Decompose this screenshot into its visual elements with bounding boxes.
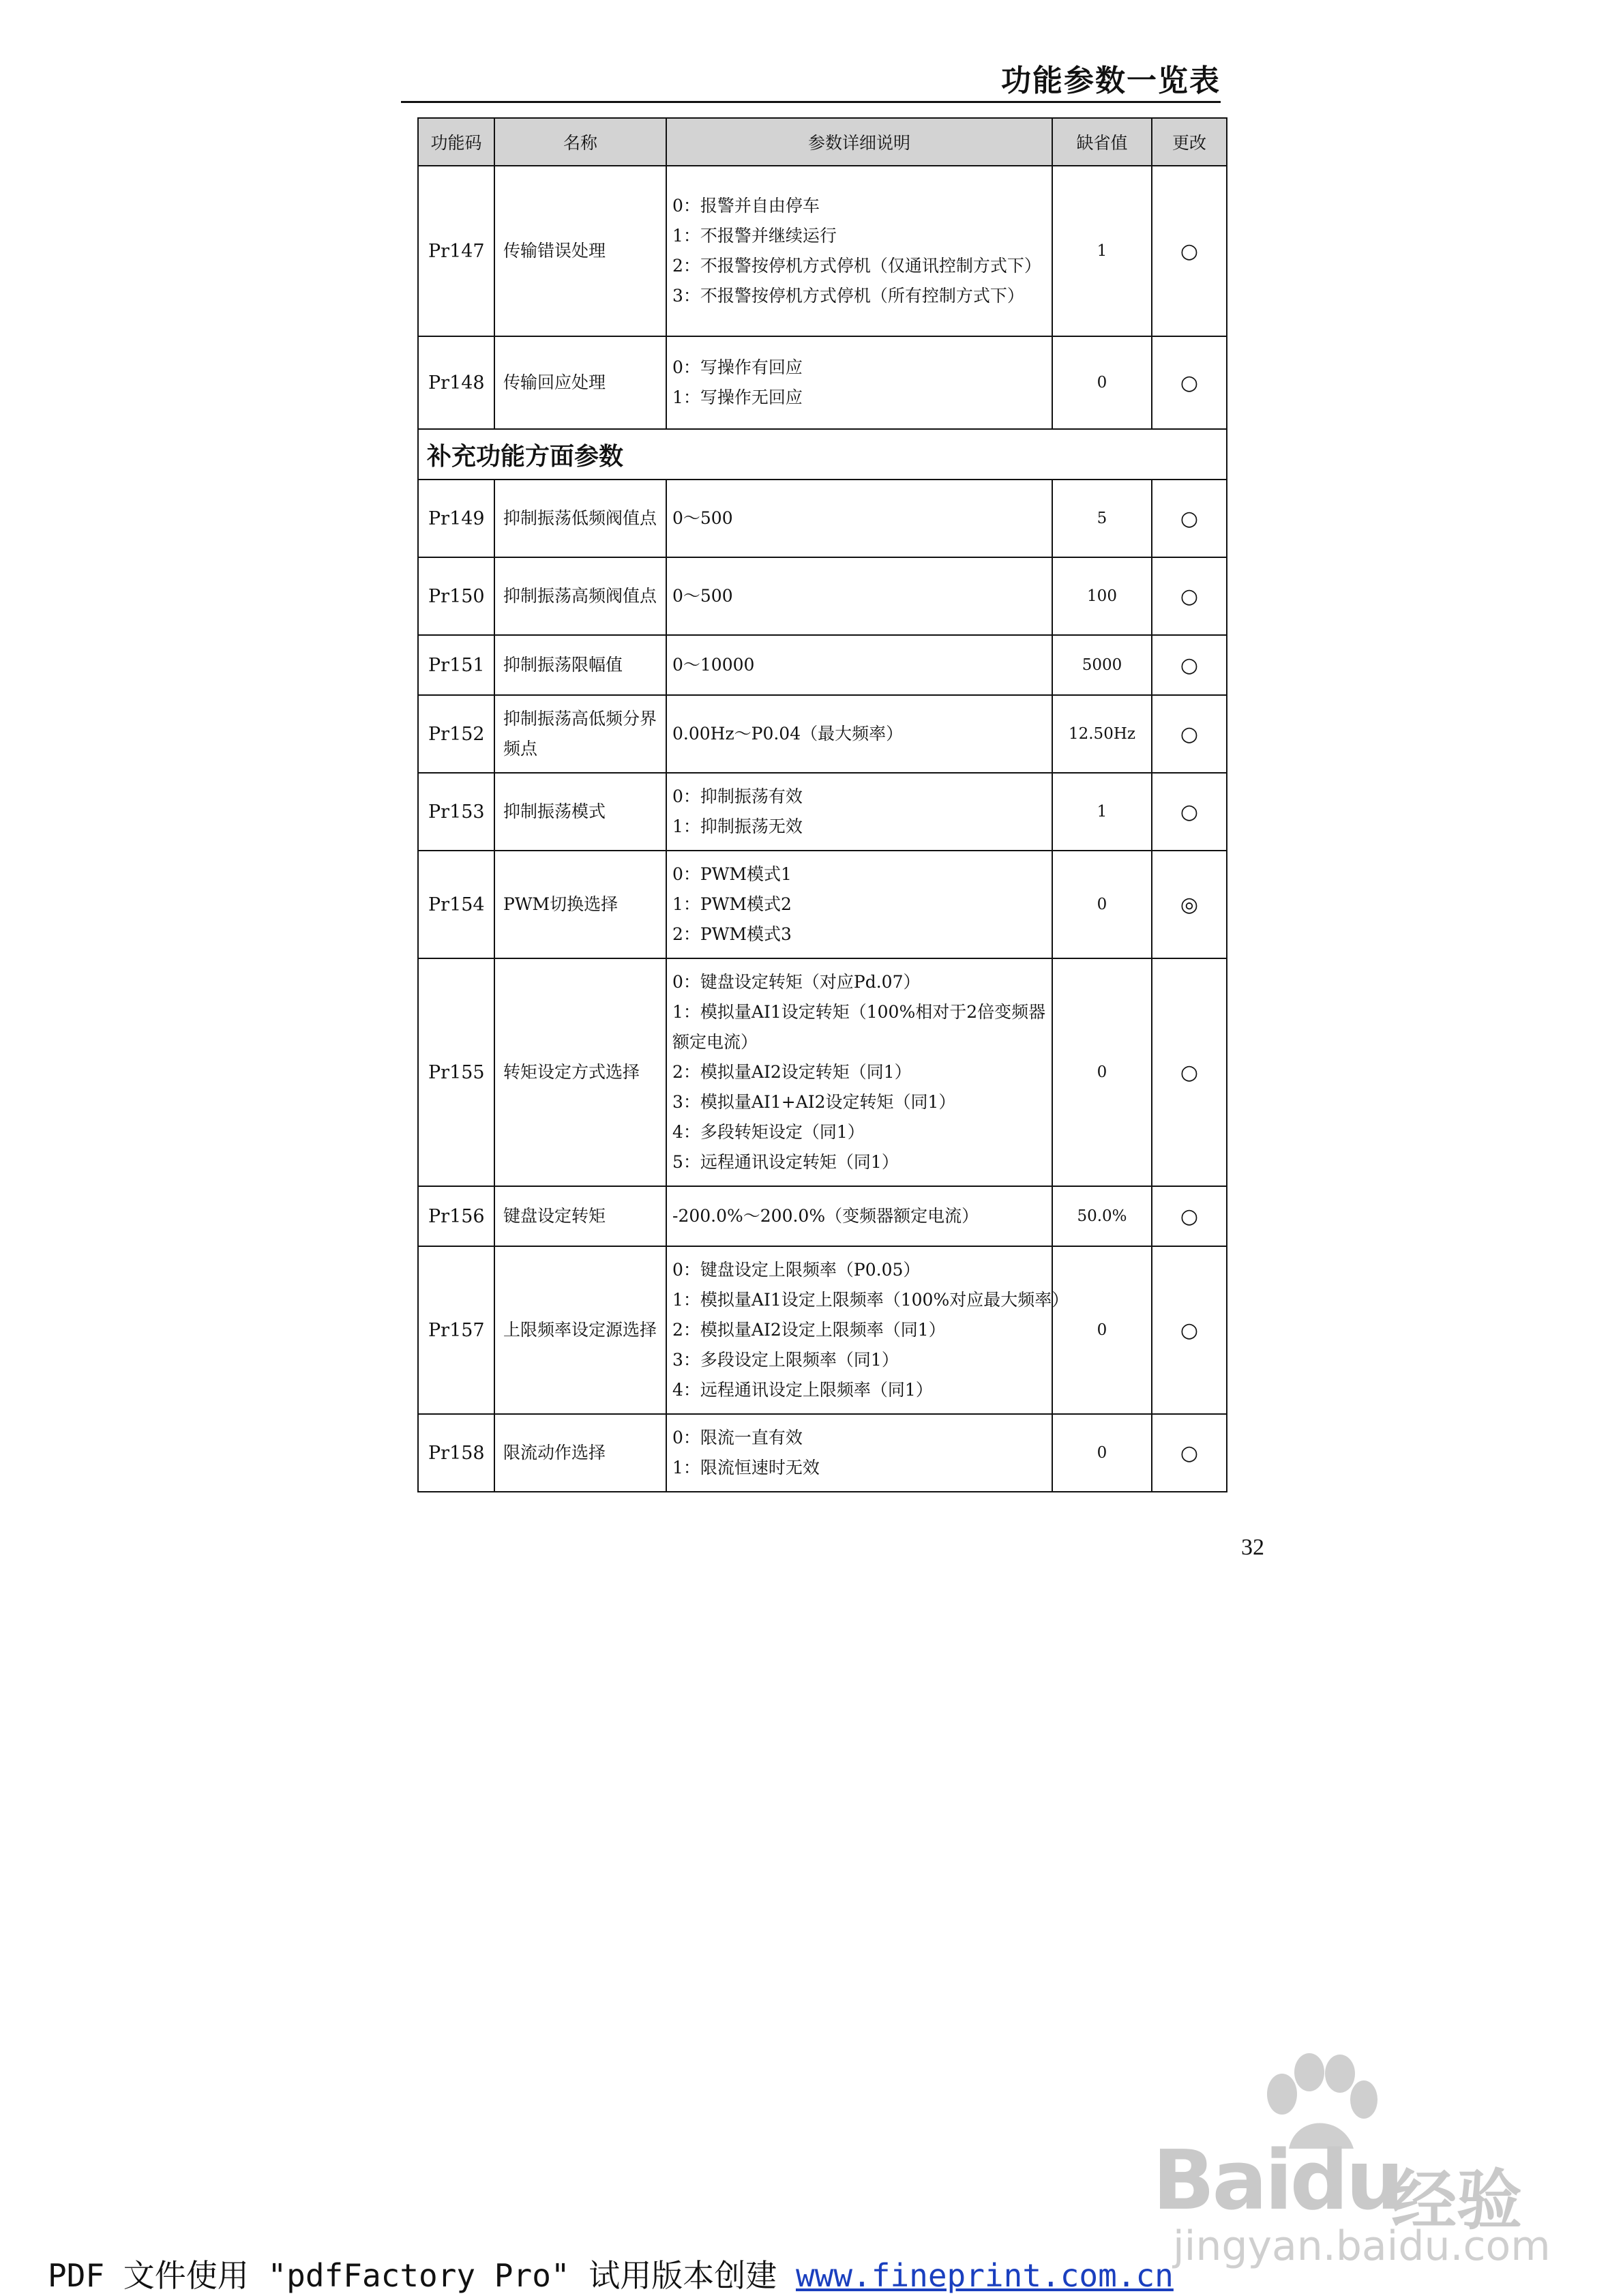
param-default: 50.0% xyxy=(1052,1186,1152,1246)
description-line: 1：模拟量AI1设定转矩（100%相对于2倍变频器 xyxy=(672,1002,1046,1022)
table-row xyxy=(418,166,1227,336)
header-rule xyxy=(401,101,1221,103)
table-row xyxy=(418,1186,1227,1246)
param-code: Pr152 xyxy=(418,695,494,773)
param-name: 抑制振荡低频阀值点 xyxy=(494,480,666,557)
table-body-part-a xyxy=(418,166,1227,429)
description-line: 1：PWM模式2 xyxy=(672,894,792,914)
description-line: 1：写操作无回应 xyxy=(672,387,803,407)
section-title: 补充功能方面参数 xyxy=(418,429,1227,480)
change-mark-icon: ○ xyxy=(1152,166,1227,336)
param-default: 5 xyxy=(1052,480,1152,557)
param-name: 抑制振荡高频阀值点 xyxy=(494,557,666,635)
param-description xyxy=(666,1414,1052,1492)
description-line: 0：键盘设定转矩（对应Pd.07） xyxy=(672,972,921,992)
change-mark-icon: ○ xyxy=(1152,336,1227,429)
table-row xyxy=(418,773,1227,851)
table-body-part-b xyxy=(418,480,1227,1492)
param-default: 12.50Hz xyxy=(1052,695,1152,773)
param-description xyxy=(666,773,1052,851)
parameter-table xyxy=(417,117,1227,1492)
description-line: 0：PWM模式1 xyxy=(672,864,792,884)
footer-link[interactable]: www.fineprint.com.cn xyxy=(795,2257,1174,2294)
table-row xyxy=(418,480,1227,557)
param-default: 0 xyxy=(1052,1246,1152,1414)
param-default: 0 xyxy=(1052,851,1152,958)
param-default: 0 xyxy=(1052,336,1152,429)
description-line: 0：键盘设定上限频率（P0.05） xyxy=(672,1260,921,1280)
table-row xyxy=(418,336,1227,429)
param-name: 抑制振荡高低频分界频点 xyxy=(494,695,666,773)
pdf-footer xyxy=(48,2251,1174,2296)
param-description xyxy=(666,336,1052,429)
change-mark-icon: ◎ xyxy=(1152,851,1227,958)
description-line: 3：模拟量AI1+AI2设定转矩（同1） xyxy=(672,1092,956,1112)
param-default: 0 xyxy=(1052,1414,1152,1492)
param-code: Pr157 xyxy=(418,1246,494,1414)
description-line: 0～500 xyxy=(672,508,733,528)
column-header-default: 缺省值 xyxy=(1052,118,1152,166)
param-default: 1 xyxy=(1052,773,1152,851)
table-row xyxy=(418,695,1227,773)
change-mark-icon: ○ xyxy=(1152,695,1227,773)
page-number: 32 xyxy=(1241,1535,1264,1560)
param-code: Pr150 xyxy=(418,557,494,635)
param-code: Pr158 xyxy=(418,1414,494,1492)
change-mark-icon: ○ xyxy=(1152,635,1227,695)
param-description xyxy=(666,695,1052,773)
description-line: 2：模拟量AI2设定转矩（同1） xyxy=(672,1062,912,1082)
param-name: 限流动作选择 xyxy=(494,1414,666,1492)
description-line: 3：不报警按停机方式停机（所有控制方式下） xyxy=(672,286,1024,306)
param-default: 100 xyxy=(1052,557,1152,635)
param-default: 1 xyxy=(1052,166,1152,336)
param-name: 传输回应处理 xyxy=(494,336,666,429)
param-description xyxy=(666,166,1052,336)
watermark-cn: 经验 xyxy=(1391,2162,1522,2239)
param-description xyxy=(666,958,1052,1186)
footer-text: PDF 文件使用 "pdfFactory Pro" 试用版本创建 xyxy=(48,2257,796,2294)
param-description xyxy=(666,1186,1052,1246)
change-mark-icon: ○ xyxy=(1152,1246,1227,1414)
table-row xyxy=(418,1246,1227,1414)
change-mark-icon: ○ xyxy=(1152,1186,1227,1246)
page-header-title: 功能参数一览表 xyxy=(1001,63,1221,98)
description-line: 3：多段设定上限频率（同1） xyxy=(672,1350,899,1370)
change-mark-icon: ○ xyxy=(1152,1414,1227,1492)
param-name: 传输错误处理 xyxy=(494,166,666,336)
table-row xyxy=(418,557,1227,635)
table-row xyxy=(418,851,1227,958)
description-line: 2：模拟量AI2设定上限频率（同1） xyxy=(672,1320,946,1340)
description-line: -200.0%～200.0%（变频器额定电流） xyxy=(672,1206,979,1226)
param-description xyxy=(666,480,1052,557)
column-header-change: 更改 xyxy=(1152,118,1227,166)
param-default: 5000 xyxy=(1052,635,1152,695)
column-header-description: 参数详细说明 xyxy=(666,118,1052,166)
param-name: 上限频率设定源选择 xyxy=(494,1246,666,1414)
param-default: 0 xyxy=(1052,958,1152,1186)
table-row xyxy=(418,635,1227,695)
description-line: 0：限流一直有效 xyxy=(672,1428,803,1447)
param-code: Pr156 xyxy=(418,1186,494,1246)
description-line: 额定电流） xyxy=(672,1032,758,1052)
section-row xyxy=(418,429,1227,480)
description-line: 1：不报警并继续运行 xyxy=(672,226,837,246)
description-line: 0：抑制振荡有效 xyxy=(672,786,803,806)
description-line: 0～500 xyxy=(672,586,733,606)
param-name: 键盘设定转矩 xyxy=(494,1186,666,1246)
watermark-url: jingyan.baidu.com xyxy=(1173,2222,1551,2270)
param-code: Pr147 xyxy=(418,166,494,336)
param-code: Pr153 xyxy=(418,773,494,851)
description-line: 1：模拟量AI1设定上限频率（100%对应最大频率） xyxy=(672,1290,1069,1310)
param-description xyxy=(666,557,1052,635)
param-code: Pr154 xyxy=(418,851,494,958)
description-line: 4：多段转矩设定（同1） xyxy=(672,1122,865,1142)
param-description xyxy=(666,1246,1069,1414)
change-mark-icon: ○ xyxy=(1152,557,1227,635)
description-line: 1：限流恒速时无效 xyxy=(672,1458,820,1477)
table-row xyxy=(418,1414,1227,1492)
description-line: 5：远程通讯设定转矩（同1） xyxy=(672,1152,899,1172)
param-code: Pr155 xyxy=(418,958,494,1186)
description-line: 0～10000 xyxy=(672,655,755,675)
baidu-jingyan-watermark xyxy=(1152,2053,1551,2271)
param-code: Pr151 xyxy=(418,635,494,695)
change-mark-icon: ○ xyxy=(1152,480,1227,557)
change-mark-icon: ○ xyxy=(1152,773,1227,851)
watermark-brand: Baidu xyxy=(1152,2134,1401,2228)
param-name: PWM切换选择 xyxy=(494,851,666,958)
description-line: 2：PWM模式3 xyxy=(672,924,792,944)
param-name: 抑制振荡限幅值 xyxy=(494,635,666,695)
column-header-name: 名称 xyxy=(494,118,666,166)
param-code: Pr148 xyxy=(418,336,494,429)
param-description xyxy=(666,635,1052,695)
change-mark-icon: ○ xyxy=(1152,958,1227,1186)
column-header-code: 功能码 xyxy=(418,118,494,166)
param-code: Pr149 xyxy=(418,480,494,557)
param-name: 抑制振荡模式 xyxy=(494,773,666,851)
table-header-row xyxy=(418,118,1227,166)
param-description xyxy=(666,851,1052,958)
description-line: 0：报警并自由停车 xyxy=(672,196,820,216)
table-row xyxy=(418,958,1227,1186)
description-line: 0：写操作有回应 xyxy=(672,357,803,377)
description-line: 4：远程通讯设定上限频率（同1） xyxy=(672,1380,933,1400)
description-line: 2：不报警按停机方式停机（仅通讯控制方式下） xyxy=(672,256,1041,276)
description-line: 1：抑制振荡无效 xyxy=(672,816,803,836)
param-name: 转矩设定方式选择 xyxy=(494,958,666,1186)
description-line: 0.00Hz～P0.04（最大频率） xyxy=(672,724,904,744)
